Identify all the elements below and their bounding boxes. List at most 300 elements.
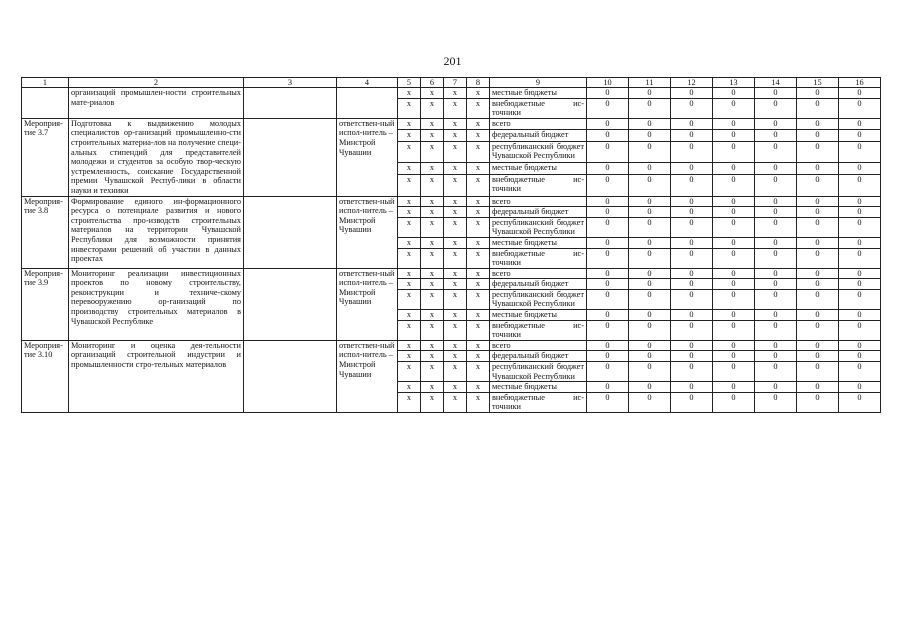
value-cell: 0 bbox=[713, 392, 755, 412]
value-cell: 0 bbox=[629, 268, 671, 279]
value-cell: 0 bbox=[713, 174, 755, 196]
value-cell: 0 bbox=[755, 340, 797, 351]
participants-cell bbox=[244, 268, 337, 340]
value-cell: 0 bbox=[755, 141, 797, 163]
value-cell: 0 bbox=[629, 88, 671, 99]
column-header: 9 bbox=[490, 78, 587, 88]
value-cell: 0 bbox=[713, 130, 755, 141]
mark-cell: x bbox=[398, 279, 421, 290]
mark-cell: x bbox=[444, 130, 467, 141]
value-cell: 0 bbox=[587, 217, 629, 237]
measure-label-cell bbox=[22, 88, 69, 119]
value-cell: 0 bbox=[587, 289, 629, 309]
measure-description: организаций промышлен-ности строительных мате-риалов bbox=[69, 88, 244, 119]
value-cell: 0 bbox=[839, 207, 881, 218]
funding-source: всего bbox=[490, 340, 587, 351]
column-header: 16 bbox=[839, 78, 881, 88]
mark-cell: x bbox=[444, 289, 467, 309]
value-cell: 0 bbox=[629, 130, 671, 141]
funding-source: республиканский бюджет Чувашской Республики bbox=[490, 362, 587, 382]
mark-cell: x bbox=[444, 207, 467, 218]
value-cell: 0 bbox=[671, 237, 713, 248]
mark-cell: x bbox=[421, 196, 444, 207]
mark-cell: x bbox=[467, 248, 490, 268]
table-row bbox=[22, 88, 881, 99]
value-cell: 0 bbox=[671, 268, 713, 279]
mark-cell: x bbox=[398, 118, 421, 129]
column-header: 15 bbox=[797, 78, 839, 88]
mark-cell: x bbox=[444, 196, 467, 207]
funding-source: внебюджетные ис-точники bbox=[490, 248, 587, 268]
value-cell: 0 bbox=[797, 362, 839, 382]
mark-cell: x bbox=[421, 248, 444, 268]
value-cell: 0 bbox=[755, 289, 797, 309]
funding-source: всего bbox=[490, 268, 587, 279]
value-cell: 0 bbox=[797, 320, 839, 340]
participants-cell bbox=[244, 340, 337, 412]
value-cell: 0 bbox=[587, 130, 629, 141]
measure-description: Подготовка к выдвижению молодых специалистов ор-ганизаций промышленно-сти строительных материа-лов на получение специ-альных стипендий для представителей молодежи и студентов за особую твор-ческую устремленность, соискание Государственной премии Чувашской Респуб-лики в области науки и техники bbox=[69, 118, 244, 196]
value-cell: 0 bbox=[713, 320, 755, 340]
value-cell: 0 bbox=[629, 362, 671, 382]
value-cell: 0 bbox=[797, 351, 839, 362]
mark-cell: x bbox=[421, 130, 444, 141]
participants-cell bbox=[244, 118, 337, 196]
funding-source: республиканский бюджет Чувашской Республики bbox=[490, 217, 587, 237]
funding-source: внебюджетные ис-точники bbox=[490, 174, 587, 196]
mark-cell: x bbox=[444, 248, 467, 268]
column-header: 6 bbox=[421, 78, 444, 88]
mark-cell: x bbox=[467, 207, 490, 218]
value-cell: 0 bbox=[797, 392, 839, 412]
mark-cell: x bbox=[398, 98, 421, 118]
value-cell: 0 bbox=[755, 320, 797, 340]
funding-source: федеральный бюджет bbox=[490, 207, 587, 218]
value-cell: 0 bbox=[755, 207, 797, 218]
value-cell: 0 bbox=[755, 351, 797, 362]
value-cell: 0 bbox=[671, 163, 713, 174]
value-cell: 0 bbox=[713, 310, 755, 321]
value-cell: 0 bbox=[671, 196, 713, 207]
value-cell: 0 bbox=[587, 351, 629, 362]
value-cell: 0 bbox=[797, 217, 839, 237]
funding-source: всего bbox=[490, 118, 587, 129]
measure-label: Мероприя-тие 3.10 bbox=[22, 340, 69, 412]
mark-cell: x bbox=[421, 141, 444, 163]
value-cell: 0 bbox=[839, 174, 881, 196]
mark-cell: x bbox=[444, 310, 467, 321]
value-cell: 0 bbox=[629, 289, 671, 309]
value-cell: 0 bbox=[839, 248, 881, 268]
value-cell: 0 bbox=[587, 118, 629, 129]
value-cell: 0 bbox=[755, 118, 797, 129]
value-cell: 0 bbox=[797, 268, 839, 279]
mark-cell: x bbox=[421, 207, 444, 218]
value-cell: 0 bbox=[587, 392, 629, 412]
funding-source: федеральный бюджет bbox=[490, 351, 587, 362]
mark-cell: x bbox=[421, 268, 444, 279]
value-cell: 0 bbox=[629, 141, 671, 163]
mark-cell: x bbox=[444, 88, 467, 99]
value-cell: 0 bbox=[587, 362, 629, 382]
mark-cell: x bbox=[421, 217, 444, 237]
responsible-cell bbox=[337, 88, 398, 119]
mark-cell: x bbox=[421, 340, 444, 351]
table-row bbox=[22, 268, 881, 279]
mark-cell: x bbox=[444, 382, 467, 393]
mark-cell: x bbox=[444, 237, 467, 248]
value-cell: 0 bbox=[587, 310, 629, 321]
value-cell: 0 bbox=[671, 392, 713, 412]
value-cell: 0 bbox=[839, 268, 881, 279]
value-cell: 0 bbox=[839, 320, 881, 340]
value-cell: 0 bbox=[839, 351, 881, 362]
mark-cell: x bbox=[421, 174, 444, 196]
mark-cell: x bbox=[467, 118, 490, 129]
value-cell: 0 bbox=[755, 382, 797, 393]
column-header: 7 bbox=[444, 78, 467, 88]
value-cell: 0 bbox=[629, 163, 671, 174]
value-cell: 0 bbox=[755, 279, 797, 290]
value-cell: 0 bbox=[671, 279, 713, 290]
value-cell: 0 bbox=[713, 118, 755, 129]
value-cell: 0 bbox=[797, 163, 839, 174]
mark-cell: x bbox=[398, 392, 421, 412]
mark-cell: x bbox=[467, 98, 490, 118]
mark-cell: x bbox=[444, 118, 467, 129]
mark-cell: x bbox=[421, 351, 444, 362]
value-cell: 0 bbox=[755, 310, 797, 321]
value-cell: 0 bbox=[671, 351, 713, 362]
column-header: 11 bbox=[629, 78, 671, 88]
value-cell: 0 bbox=[629, 196, 671, 207]
mark-cell: x bbox=[467, 340, 490, 351]
mark-cell: x bbox=[421, 163, 444, 174]
value-cell: 0 bbox=[629, 279, 671, 290]
value-cell: 0 bbox=[671, 217, 713, 237]
mark-cell: x bbox=[398, 237, 421, 248]
value-cell: 0 bbox=[755, 362, 797, 382]
value-cell: 0 bbox=[629, 207, 671, 218]
value-cell: 0 bbox=[671, 207, 713, 218]
value-cell: 0 bbox=[629, 320, 671, 340]
value-cell: 0 bbox=[671, 130, 713, 141]
funding-table bbox=[21, 77, 881, 413]
value-cell: 0 bbox=[587, 141, 629, 163]
mark-cell: x bbox=[421, 118, 444, 129]
value-cell: 0 bbox=[587, 207, 629, 218]
funding-source: местные бюджеты bbox=[490, 382, 587, 393]
mark-cell: x bbox=[467, 268, 490, 279]
mark-cell: x bbox=[421, 88, 444, 99]
mark-cell: x bbox=[398, 320, 421, 340]
mark-cell: x bbox=[398, 362, 421, 382]
mark-cell: x bbox=[398, 310, 421, 321]
mark-cell: x bbox=[444, 279, 467, 290]
value-cell: 0 bbox=[713, 237, 755, 248]
value-cell: 0 bbox=[587, 268, 629, 279]
value-cell: 0 bbox=[755, 217, 797, 237]
mark-cell: x bbox=[398, 351, 421, 362]
funding-source: федеральный бюджет bbox=[490, 279, 587, 290]
value-cell: 0 bbox=[713, 207, 755, 218]
value-cell: 0 bbox=[629, 237, 671, 248]
value-cell: 0 bbox=[587, 174, 629, 196]
mark-cell: x bbox=[467, 130, 490, 141]
value-cell: 0 bbox=[755, 174, 797, 196]
value-cell: 0 bbox=[713, 141, 755, 163]
funding-source: всего bbox=[490, 196, 587, 207]
funding-source: местные бюджеты bbox=[490, 163, 587, 174]
value-cell: 0 bbox=[629, 392, 671, 412]
mark-cell: x bbox=[467, 141, 490, 163]
mark-cell: x bbox=[398, 88, 421, 99]
mark-cell: x bbox=[467, 382, 490, 393]
value-cell: 0 bbox=[671, 88, 713, 99]
value-cell: 0 bbox=[671, 248, 713, 268]
value-cell: 0 bbox=[629, 382, 671, 393]
value-cell: 0 bbox=[671, 118, 713, 129]
responsible-executor: ответствен-ный испол-нитель – Минстрой Чувашии bbox=[337, 196, 398, 268]
value-cell: 0 bbox=[671, 320, 713, 340]
value-cell: 0 bbox=[797, 237, 839, 248]
value-cell: 0 bbox=[839, 196, 881, 207]
value-cell: 0 bbox=[839, 141, 881, 163]
mark-cell: x bbox=[398, 174, 421, 196]
value-cell: 0 bbox=[671, 362, 713, 382]
value-cell: 0 bbox=[713, 88, 755, 99]
value-cell: 0 bbox=[797, 289, 839, 309]
value-cell: 0 bbox=[713, 362, 755, 382]
mark-cell: x bbox=[467, 163, 490, 174]
value-cell: 0 bbox=[713, 248, 755, 268]
value-cell: 0 bbox=[587, 237, 629, 248]
value-cell: 0 bbox=[839, 130, 881, 141]
value-cell: 0 bbox=[839, 340, 881, 351]
value-cell: 0 bbox=[839, 98, 881, 118]
responsible-executor: ответствен-ный испол-нитель – Минстрой Чувашии bbox=[337, 268, 398, 340]
value-cell: 0 bbox=[713, 268, 755, 279]
mark-cell: x bbox=[421, 362, 444, 382]
value-cell: 0 bbox=[629, 98, 671, 118]
mark-cell: x bbox=[467, 174, 490, 196]
value-cell: 0 bbox=[587, 320, 629, 340]
mark-cell: x bbox=[398, 248, 421, 268]
page-number: 201 bbox=[443, 54, 462, 68]
value-cell: 0 bbox=[713, 98, 755, 118]
column-header: 12 bbox=[671, 78, 713, 88]
value-cell: 0 bbox=[587, 340, 629, 351]
value-cell: 0 bbox=[755, 237, 797, 248]
value-cell: 0 bbox=[797, 141, 839, 163]
mark-cell: x bbox=[467, 320, 490, 340]
participants-cell bbox=[244, 196, 337, 268]
funding-source: местные бюджеты bbox=[490, 88, 587, 99]
measure-label: Мероприя-тие 3.8 bbox=[22, 196, 69, 268]
responsible-executor: ответствен-ный испол-нитель – Минстрой Чувашии bbox=[337, 118, 398, 196]
table-row bbox=[22, 196, 881, 207]
mark-cell: x bbox=[398, 163, 421, 174]
funding-source: республиканский бюджет Чувашской Республики bbox=[490, 141, 587, 163]
mark-cell: x bbox=[467, 289, 490, 309]
value-cell: 0 bbox=[755, 248, 797, 268]
value-cell: 0 bbox=[629, 217, 671, 237]
value-cell: 0 bbox=[839, 289, 881, 309]
mark-cell: x bbox=[444, 320, 467, 340]
mark-cell: x bbox=[421, 382, 444, 393]
value-cell: 0 bbox=[629, 118, 671, 129]
value-cell: 0 bbox=[587, 98, 629, 118]
value-cell: 0 bbox=[755, 163, 797, 174]
mark-cell: x bbox=[421, 98, 444, 118]
mark-cell: x bbox=[444, 98, 467, 118]
value-cell: 0 bbox=[629, 174, 671, 196]
funding-source: местные бюджеты bbox=[490, 310, 587, 321]
value-cell: 0 bbox=[629, 351, 671, 362]
value-cell: 0 bbox=[797, 248, 839, 268]
responsible-executor: ответствен-ный испол-нитель – Минстрой Чувашии bbox=[337, 340, 398, 412]
column-header: 2 bbox=[69, 78, 244, 88]
mark-cell: x bbox=[467, 217, 490, 237]
measure-label: Мероприя-тие 3.7 bbox=[22, 118, 69, 196]
mark-cell: x bbox=[444, 340, 467, 351]
value-cell: 0 bbox=[797, 130, 839, 141]
funding-source: местные бюджеты bbox=[490, 237, 587, 248]
mark-cell: x bbox=[421, 289, 444, 309]
value-cell: 0 bbox=[755, 268, 797, 279]
value-cell: 0 bbox=[629, 340, 671, 351]
table-row bbox=[22, 118, 881, 129]
mark-cell: x bbox=[398, 130, 421, 141]
mark-cell: x bbox=[467, 237, 490, 248]
value-cell: 0 bbox=[797, 340, 839, 351]
value-cell: 0 bbox=[587, 279, 629, 290]
mark-cell: x bbox=[398, 217, 421, 237]
mark-cell: x bbox=[444, 392, 467, 412]
mark-cell: x bbox=[467, 196, 490, 207]
funding-source: внебюджетные ис-точники bbox=[490, 98, 587, 118]
value-cell: 0 bbox=[587, 88, 629, 99]
measure-description: Формирование единого ин-формационного ресурса о потенциале развития и нового строительства про-изводств строительных материалов на территории Чувашской Республики для возможности принятия инвесторами решений об участии в данных проектах bbox=[69, 196, 244, 268]
column-header: 10 bbox=[587, 78, 629, 88]
measure-description: Мониторинг реализации инвестиционных проектов по новому строительству, реконструкции и техниче-скому перевооружению ор-ганизаций по производству строительных материалов в Чувашской Республике bbox=[69, 268, 244, 340]
mark-cell: x bbox=[467, 351, 490, 362]
value-cell: 0 bbox=[839, 118, 881, 129]
value-cell: 0 bbox=[629, 248, 671, 268]
mark-cell: x bbox=[398, 268, 421, 279]
column-header: 3 bbox=[244, 78, 337, 88]
value-cell: 0 bbox=[839, 362, 881, 382]
value-cell: 0 bbox=[713, 289, 755, 309]
mark-cell: x bbox=[398, 141, 421, 163]
value-cell: 0 bbox=[713, 340, 755, 351]
mark-cell: x bbox=[398, 340, 421, 351]
funding-source: федеральный бюджет bbox=[490, 130, 587, 141]
funding-source: внебюджетные ис-точники bbox=[490, 392, 587, 412]
mark-cell: x bbox=[421, 320, 444, 340]
value-cell: 0 bbox=[755, 196, 797, 207]
value-cell: 0 bbox=[671, 310, 713, 321]
value-cell: 0 bbox=[671, 141, 713, 163]
value-cell: 0 bbox=[629, 310, 671, 321]
value-cell: 0 bbox=[839, 279, 881, 290]
mark-cell: x bbox=[467, 310, 490, 321]
column-header: 1 bbox=[22, 78, 69, 88]
column-header: 14 bbox=[755, 78, 797, 88]
funding-source: внебюджетные ис-точники bbox=[490, 320, 587, 340]
mark-cell: x bbox=[398, 382, 421, 393]
mark-cell: x bbox=[421, 279, 444, 290]
value-cell: 0 bbox=[797, 382, 839, 393]
value-cell: 0 bbox=[797, 174, 839, 196]
table-header-row bbox=[22, 78, 881, 88]
value-cell: 0 bbox=[797, 310, 839, 321]
value-cell: 0 bbox=[797, 279, 839, 290]
column-header: 13 bbox=[713, 78, 755, 88]
value-cell: 0 bbox=[587, 163, 629, 174]
value-cell: 0 bbox=[797, 207, 839, 218]
mark-cell: x bbox=[444, 362, 467, 382]
value-cell: 0 bbox=[839, 163, 881, 174]
participants-cell bbox=[244, 88, 337, 119]
column-header: 4 bbox=[337, 78, 398, 88]
mark-cell: x bbox=[467, 392, 490, 412]
mark-cell: x bbox=[467, 88, 490, 99]
value-cell: 0 bbox=[797, 98, 839, 118]
value-cell: 0 bbox=[713, 279, 755, 290]
value-cell: 0 bbox=[839, 310, 881, 321]
value-cell: 0 bbox=[839, 382, 881, 393]
funding-source: республиканский бюджет Чувашской Республики bbox=[490, 289, 587, 309]
value-cell: 0 bbox=[713, 163, 755, 174]
value-cell: 0 bbox=[797, 196, 839, 207]
value-cell: 0 bbox=[671, 382, 713, 393]
column-header: 8 bbox=[467, 78, 490, 88]
value-cell: 0 bbox=[671, 289, 713, 309]
measure-label: Мероприя-тие 3.9 bbox=[22, 268, 69, 340]
measure-description: Мониторинг и оценка дея-тельности организаций строительной индустрии и промышленности стро-тельных материалов bbox=[69, 340, 244, 412]
value-cell: 0 bbox=[671, 174, 713, 196]
value-cell: 0 bbox=[713, 217, 755, 237]
value-cell: 0 bbox=[839, 217, 881, 237]
value-cell: 0 bbox=[839, 237, 881, 248]
column-header: 5 bbox=[398, 78, 421, 88]
value-cell: 0 bbox=[797, 118, 839, 129]
mark-cell: x bbox=[398, 207, 421, 218]
value-cell: 0 bbox=[587, 196, 629, 207]
value-cell: 0 bbox=[713, 382, 755, 393]
mark-cell: x bbox=[444, 141, 467, 163]
value-cell: 0 bbox=[713, 196, 755, 207]
mark-cell: x bbox=[421, 310, 444, 321]
value-cell: 0 bbox=[671, 340, 713, 351]
value-cell: 0 bbox=[587, 248, 629, 268]
mark-cell: x bbox=[444, 174, 467, 196]
value-cell: 0 bbox=[587, 382, 629, 393]
mark-cell: x bbox=[444, 268, 467, 279]
mark-cell: x bbox=[467, 362, 490, 382]
value-cell: 0 bbox=[839, 88, 881, 99]
value-cell: 0 bbox=[797, 88, 839, 99]
mark-cell: x bbox=[467, 279, 490, 290]
mark-cell: x bbox=[444, 163, 467, 174]
value-cell: 0 bbox=[755, 392, 797, 412]
mark-cell: x bbox=[421, 392, 444, 412]
mark-cell: x bbox=[421, 237, 444, 248]
value-cell: 0 bbox=[755, 98, 797, 118]
value-cell: 0 bbox=[755, 130, 797, 141]
mark-cell: x bbox=[398, 196, 421, 207]
